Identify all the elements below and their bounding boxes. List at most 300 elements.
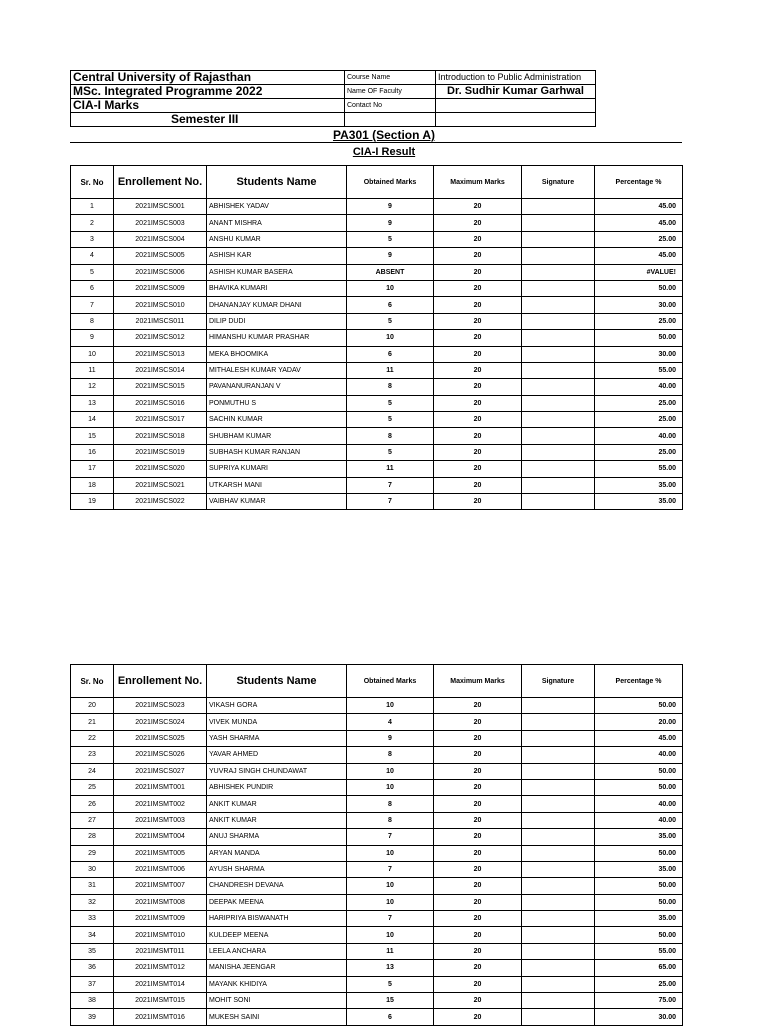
student-name-cell: ANANT MISHRA (207, 215, 347, 231)
percentage-cell: 40.00 (595, 428, 683, 444)
percentage-cell: 45.00 (595, 199, 683, 215)
maximum-marks-cell: 20 (434, 911, 522, 927)
signature-cell (522, 395, 595, 411)
maximum-marks-cell: 20 (434, 796, 522, 812)
obtained-marks-cell: 10 (347, 763, 434, 779)
table-row (71, 215, 683, 231)
sr-no-cell: 30 (71, 861, 114, 877)
maximum-marks-cell: 20 (434, 943, 522, 959)
obtained-marks-cell: 10 (347, 698, 434, 714)
student-name-cell: KULDEEP MEENA (207, 927, 347, 943)
sr-no-cell: 14 (71, 412, 114, 428)
student-name-cell: VAIBHAV KUMAR (207, 494, 347, 510)
table-row (71, 494, 683, 510)
student-name-cell: ASHISH KUMAR BASERA (207, 264, 347, 280)
student-name-cell: CHANDRESH DEVANA (207, 878, 347, 894)
student-name-cell: DILIP DUDI (207, 313, 347, 329)
table-row (71, 412, 683, 428)
signature-cell (522, 812, 595, 828)
percentage-cell: 75.00 (595, 993, 683, 1009)
table-row (71, 829, 683, 845)
sr-no-cell: 34 (71, 927, 114, 943)
maximum-marks-cell: 20 (434, 313, 522, 329)
enrollment-cell: 2021IMSCS003 (114, 215, 207, 231)
enrollment-cell: 2021IMSCS010 (114, 297, 207, 313)
enrollment-cell: 2021IMSCS025 (114, 730, 207, 746)
table-row (71, 878, 683, 894)
col-percentage: Percentage % (595, 665, 683, 698)
sr-no-cell: 10 (71, 346, 114, 362)
obtained-marks-cell: 11 (347, 461, 434, 477)
student-name-cell: MANISHA JEENGAR (207, 960, 347, 976)
signature-cell (522, 231, 595, 247)
obtained-marks-cell: 9 (347, 248, 434, 264)
faculty-label: Name OF Faculty (345, 85, 436, 99)
sr-no-cell: 1 (71, 199, 114, 215)
enrollment-cell: 2021IMSMT009 (114, 911, 207, 927)
divider (70, 142, 682, 143)
student-name-cell: SHUBHAM KUMAR (207, 428, 347, 444)
student-name-cell: SACHIN KUMAR (207, 412, 347, 428)
table-row (71, 362, 683, 378)
enrollment-cell: 2021IMSCS016 (114, 395, 207, 411)
maximum-marks-cell: 20 (434, 960, 522, 976)
table-row (71, 231, 683, 247)
signature-cell (522, 280, 595, 296)
percentage-cell: 50.00 (595, 878, 683, 894)
maximum-marks-cell: 20 (434, 730, 522, 746)
table-row (71, 698, 683, 714)
table-row (71, 927, 683, 943)
sr-no-cell: 15 (71, 428, 114, 444)
signature-cell (522, 248, 595, 264)
sr-no-cell: 6 (71, 280, 114, 296)
enrollment-cell: 2021IMSCS021 (114, 477, 207, 493)
maximum-marks-cell: 20 (434, 444, 522, 460)
obtained-marks-cell: 6 (347, 297, 434, 313)
obtained-marks-cell: 6 (347, 1009, 434, 1025)
empty-cell (436, 113, 596, 127)
table-row (71, 730, 683, 746)
student-name-cell: MUKESH SAINI (207, 1009, 347, 1025)
student-name-cell: SUBHASH KUMAR RANJAN (207, 444, 347, 460)
percentage-cell: 50.00 (595, 330, 683, 346)
table-row (71, 779, 683, 795)
enrollment-cell: 2021IMSMT003 (114, 812, 207, 828)
signature-cell (522, 796, 595, 812)
obtained-marks-cell: 5 (347, 444, 434, 460)
sr-no-cell: 3 (71, 231, 114, 247)
percentage-cell: 25.00 (595, 976, 683, 992)
obtained-marks-cell: 5 (347, 412, 434, 428)
course-name-value: Introduction to Public Administration (436, 71, 596, 85)
table-row (71, 911, 683, 927)
signature-cell (522, 894, 595, 910)
signature-cell (522, 379, 595, 395)
student-name-cell: SUPRIYA KUMARI (207, 461, 347, 477)
enrollment-cell: 2021IMSCS004 (114, 231, 207, 247)
enrollment-cell: 2021IMSCS027 (114, 763, 207, 779)
signature-cell (522, 412, 595, 428)
header-table (70, 70, 596, 127)
sr-no-cell: 17 (71, 461, 114, 477)
obtained-marks-cell: 7 (347, 494, 434, 510)
sr-no-cell: 5 (71, 264, 114, 280)
student-name-cell: HIMANSHU KUMAR PRASHAR (207, 330, 347, 346)
maximum-marks-cell: 20 (434, 379, 522, 395)
enrollment-cell: 2021IMSMT008 (114, 894, 207, 910)
percentage-cell: 50.00 (595, 927, 683, 943)
student-name-cell: ANKIT KUMAR (207, 796, 347, 812)
student-name-cell: ASHISH KAR (207, 248, 347, 264)
maximum-marks-cell: 20 (434, 878, 522, 894)
student-name-cell: MITHALESH KUMAR YADAV (207, 362, 347, 378)
signature-cell (522, 714, 595, 730)
student-name-cell: HARIPRIYA BISWANATH (207, 911, 347, 927)
maximum-marks-cell: 20 (434, 461, 522, 477)
signature-cell (522, 960, 595, 976)
student-name-cell: DHANANJAY KUMAR DHANI (207, 297, 347, 313)
sr-no-cell: 24 (71, 763, 114, 779)
maximum-marks-cell: 20 (434, 1009, 522, 1025)
signature-cell (522, 199, 595, 215)
student-name-cell: YASH SHARMA (207, 730, 347, 746)
sr-no-cell: 11 (71, 362, 114, 378)
signature-cell (522, 444, 595, 460)
enrollment-cell: 2021IMSCS006 (114, 264, 207, 280)
table-row (71, 346, 683, 362)
maximum-marks-cell: 20 (434, 927, 522, 943)
sr-no-cell: 8 (71, 313, 114, 329)
maximum-marks-cell: 20 (434, 248, 522, 264)
obtained-marks-cell: 7 (347, 477, 434, 493)
signature-cell (522, 730, 595, 746)
university-name: Central University of Rajasthan (71, 71, 345, 85)
table-row (71, 763, 683, 779)
obtained-marks-cell: 6 (347, 346, 434, 362)
student-name-cell: ANKIT KUMAR (207, 812, 347, 828)
semester-title: Semester III (71, 113, 345, 127)
signature-cell (522, 976, 595, 992)
student-name-cell: LEELA ANCHARA (207, 943, 347, 959)
sr-no-cell: 35 (71, 943, 114, 959)
maximum-marks-cell: 20 (434, 894, 522, 910)
sr-no-cell: 29 (71, 845, 114, 861)
percentage-cell: 40.00 (595, 812, 683, 828)
percentage-cell: 65.00 (595, 960, 683, 976)
table-row (71, 845, 683, 861)
enrollment-cell: 2021IMSMT016 (114, 1009, 207, 1025)
table-row (71, 861, 683, 877)
percentage-cell: 35.00 (595, 911, 683, 927)
col-signature: Signature (522, 166, 595, 199)
obtained-marks-cell: 5 (347, 395, 434, 411)
col-maximum: Maximum Marks (434, 665, 522, 698)
sr-no-cell: 2 (71, 215, 114, 231)
obtained-marks-cell: 13 (347, 960, 434, 976)
obtained-marks-cell: 11 (347, 362, 434, 378)
empty-cell (345, 113, 436, 127)
sr-no-cell: 12 (71, 379, 114, 395)
signature-cell (522, 829, 595, 845)
col-obtained: Obtained Marks (347, 665, 434, 698)
table-row (71, 444, 683, 460)
enrollment-cell: 2021IMSCS022 (114, 494, 207, 510)
obtained-marks-cell: 9 (347, 199, 434, 215)
sr-no-cell: 39 (71, 1009, 114, 1025)
percentage-cell: 35.00 (595, 861, 683, 877)
enrollment-cell: 2021IMSCS013 (114, 346, 207, 362)
signature-cell (522, 943, 595, 959)
student-name-cell: ANUJ SHARMA (207, 829, 347, 845)
table-row (71, 747, 683, 763)
obtained-marks-cell: ABSENT (347, 264, 434, 280)
student-name-cell: YAVAR AHMED (207, 747, 347, 763)
signature-cell (522, 494, 595, 510)
maximum-marks-cell: 20 (434, 362, 522, 378)
percentage-cell: 35.00 (595, 477, 683, 493)
enrollment-cell: 2021IMSCS009 (114, 280, 207, 296)
percentage-cell: 30.00 (595, 1009, 683, 1025)
enrollment-cell: 2021IMSMT002 (114, 796, 207, 812)
table-row (71, 395, 683, 411)
signature-cell (522, 215, 595, 231)
enrollment-cell: 2021IMSCS017 (114, 412, 207, 428)
signature-cell (522, 763, 595, 779)
sr-no-cell: 37 (71, 976, 114, 992)
obtained-marks-cell: 10 (347, 878, 434, 894)
signature-cell (522, 264, 595, 280)
signature-cell (522, 698, 595, 714)
obtained-marks-cell: 10 (347, 779, 434, 795)
sr-no-cell: 19 (71, 494, 114, 510)
percentage-cell: 25.00 (595, 412, 683, 428)
maximum-marks-cell: 20 (434, 714, 522, 730)
student-name-cell: PONMUTHU S (207, 395, 347, 411)
percentage-cell: 40.00 (595, 747, 683, 763)
enrollment-cell: 2021IMSCS019 (114, 444, 207, 460)
sr-no-cell: 23 (71, 747, 114, 763)
sr-no-cell: 36 (71, 960, 114, 976)
signature-cell (522, 477, 595, 493)
enrollment-cell: 2021IMSMT001 (114, 779, 207, 795)
maximum-marks-cell: 20 (434, 861, 522, 877)
maximum-marks-cell: 20 (434, 412, 522, 428)
marks-title: CIA-I Marks (71, 99, 345, 113)
enrollment-cell: 2021IMSMT014 (114, 976, 207, 992)
table-row (71, 993, 683, 1009)
obtained-marks-cell: 7 (347, 861, 434, 877)
contact-label: Contact No (345, 99, 436, 113)
signature-cell (522, 779, 595, 795)
percentage-cell: 30.00 (595, 346, 683, 362)
percentage-cell: 45.00 (595, 215, 683, 231)
percentage-cell: 45.00 (595, 248, 683, 264)
maximum-marks-cell: 20 (434, 199, 522, 215)
signature-cell (522, 861, 595, 877)
maximum-marks-cell: 20 (434, 280, 522, 296)
table-row (71, 477, 683, 493)
table-row (71, 976, 683, 992)
maximum-marks-cell: 20 (434, 763, 522, 779)
student-name-cell: YUVRAJ SINGH CHUNDAWAT (207, 763, 347, 779)
obtained-marks-cell: 7 (347, 911, 434, 927)
obtained-marks-cell: 7 (347, 829, 434, 845)
maximum-marks-cell: 20 (434, 231, 522, 247)
percentage-cell: 50.00 (595, 845, 683, 861)
table-row (71, 248, 683, 264)
obtained-marks-cell: 5 (347, 231, 434, 247)
obtained-marks-cell: 8 (347, 812, 434, 828)
student-name-cell: ABHISHEK YADAV (207, 199, 347, 215)
table-row (71, 1009, 683, 1025)
maximum-marks-cell: 20 (434, 747, 522, 763)
percentage-cell: 55.00 (595, 461, 683, 477)
maximum-marks-cell: 20 (434, 215, 522, 231)
signature-cell (522, 428, 595, 444)
percentage-cell: 30.00 (595, 297, 683, 313)
signature-cell (522, 330, 595, 346)
student-name-cell: BHAVIKA KUMARI (207, 280, 347, 296)
student-name-cell: UTKARSH MANI (207, 477, 347, 493)
sr-no-cell: 4 (71, 248, 114, 264)
maximum-marks-cell: 20 (434, 297, 522, 313)
table-row (71, 330, 683, 346)
maximum-marks-cell: 20 (434, 812, 522, 828)
percentage-cell: 50.00 (595, 698, 683, 714)
maximum-marks-cell: 20 (434, 395, 522, 411)
sr-no-cell: 21 (71, 714, 114, 730)
table-row (71, 461, 683, 477)
enrollment-cell: 2021IMSCS020 (114, 461, 207, 477)
enrollment-cell: 2021IMSMT005 (114, 845, 207, 861)
enrollment-cell: 2021IMSMT011 (114, 943, 207, 959)
col-sr-no: Sr. No (71, 166, 114, 199)
signature-cell (522, 845, 595, 861)
maximum-marks-cell: 20 (434, 779, 522, 795)
obtained-marks-cell: 10 (347, 280, 434, 296)
obtained-marks-cell: 10 (347, 845, 434, 861)
student-name-cell: MOHIT SONI (207, 993, 347, 1009)
signature-cell (522, 313, 595, 329)
percentage-cell: 50.00 (595, 779, 683, 795)
signature-cell (522, 747, 595, 763)
table-row (71, 428, 683, 444)
enrollment-cell: 2021IMSCS026 (114, 747, 207, 763)
student-name-cell: AYUSH SHARMA (207, 861, 347, 877)
signature-cell (522, 346, 595, 362)
enrollment-cell: 2021IMSCS015 (114, 379, 207, 395)
table-row (71, 796, 683, 812)
student-name-cell: DEEPAK MEENA (207, 894, 347, 910)
enrollment-cell: 2021IMSCS018 (114, 428, 207, 444)
obtained-marks-cell: 8 (347, 796, 434, 812)
obtained-marks-cell: 5 (347, 313, 434, 329)
percentage-cell: 25.00 (595, 395, 683, 411)
enrollment-cell: 2021IMSMT015 (114, 993, 207, 1009)
sr-no-cell: 22 (71, 730, 114, 746)
obtained-marks-cell: 5 (347, 976, 434, 992)
maximum-marks-cell: 20 (434, 993, 522, 1009)
maximum-marks-cell: 20 (434, 845, 522, 861)
table-row (71, 714, 683, 730)
sr-no-cell: 33 (71, 911, 114, 927)
sr-no-cell: 26 (71, 796, 114, 812)
student-name-cell: VIKASH GORA (207, 698, 347, 714)
sr-no-cell: 28 (71, 829, 114, 845)
sr-no-cell: 13 (71, 395, 114, 411)
maximum-marks-cell: 20 (434, 698, 522, 714)
percentage-cell: 40.00 (595, 379, 683, 395)
results-table-1 (70, 165, 683, 510)
sr-no-cell: 31 (71, 878, 114, 894)
percentage-cell: 55.00 (595, 362, 683, 378)
obtained-marks-cell: 9 (347, 215, 434, 231)
percentage-cell: 25.00 (595, 313, 683, 329)
percentage-cell: #VALUE! (595, 264, 683, 280)
contact-value (436, 99, 596, 113)
enrollment-cell: 2021IMSCS012 (114, 330, 207, 346)
table-row (71, 960, 683, 976)
sr-no-cell: 38 (71, 993, 114, 1009)
table-row (71, 264, 683, 280)
maximum-marks-cell: 20 (434, 976, 522, 992)
enrollment-cell: 2021IMSCS011 (114, 313, 207, 329)
percentage-cell: 35.00 (595, 829, 683, 845)
percentage-cell: 55.00 (595, 943, 683, 959)
table-row (71, 812, 683, 828)
percentage-cell: 25.00 (595, 231, 683, 247)
maximum-marks-cell: 20 (434, 346, 522, 362)
obtained-marks-cell: 11 (347, 943, 434, 959)
percentage-cell: 50.00 (595, 280, 683, 296)
signature-cell (522, 461, 595, 477)
sr-no-cell: 27 (71, 812, 114, 828)
obtained-marks-cell: 10 (347, 330, 434, 346)
maximum-marks-cell: 20 (434, 428, 522, 444)
obtained-marks-cell: 8 (347, 747, 434, 763)
enrollment-cell: 2021IMSCS001 (114, 199, 207, 215)
result-title: CIA-I Result (352, 146, 416, 158)
student-name-cell: MAYANK KHIDIYA (207, 976, 347, 992)
table-row (71, 943, 683, 959)
sr-no-cell: 16 (71, 444, 114, 460)
enrollment-cell: 2021IMSMT012 (114, 960, 207, 976)
signature-cell (522, 297, 595, 313)
obtained-marks-cell: 10 (347, 894, 434, 910)
signature-cell (522, 878, 595, 894)
sr-no-cell: 18 (71, 477, 114, 493)
sr-no-cell: 25 (71, 779, 114, 795)
signature-cell (522, 362, 595, 378)
table-row (71, 313, 683, 329)
maximum-marks-cell: 20 (434, 494, 522, 510)
col-name: Students Name (207, 166, 347, 199)
student-name-cell: MEKA BHOOMIKA (207, 346, 347, 362)
percentage-cell: 40.00 (595, 796, 683, 812)
section-title: PA301 (Section A) (332, 128, 436, 142)
percentage-cell: 35.00 (595, 494, 683, 510)
student-name-cell: ARYAN MANDA (207, 845, 347, 861)
enrollment-cell: 2021IMSCS023 (114, 698, 207, 714)
col-name: Students Name (207, 665, 347, 698)
signature-cell (522, 1009, 595, 1025)
col-percentage: Percentage % (595, 166, 683, 199)
maximum-marks-cell: 20 (434, 330, 522, 346)
table-row (71, 894, 683, 910)
obtained-marks-cell: 8 (347, 379, 434, 395)
table-row (71, 280, 683, 296)
